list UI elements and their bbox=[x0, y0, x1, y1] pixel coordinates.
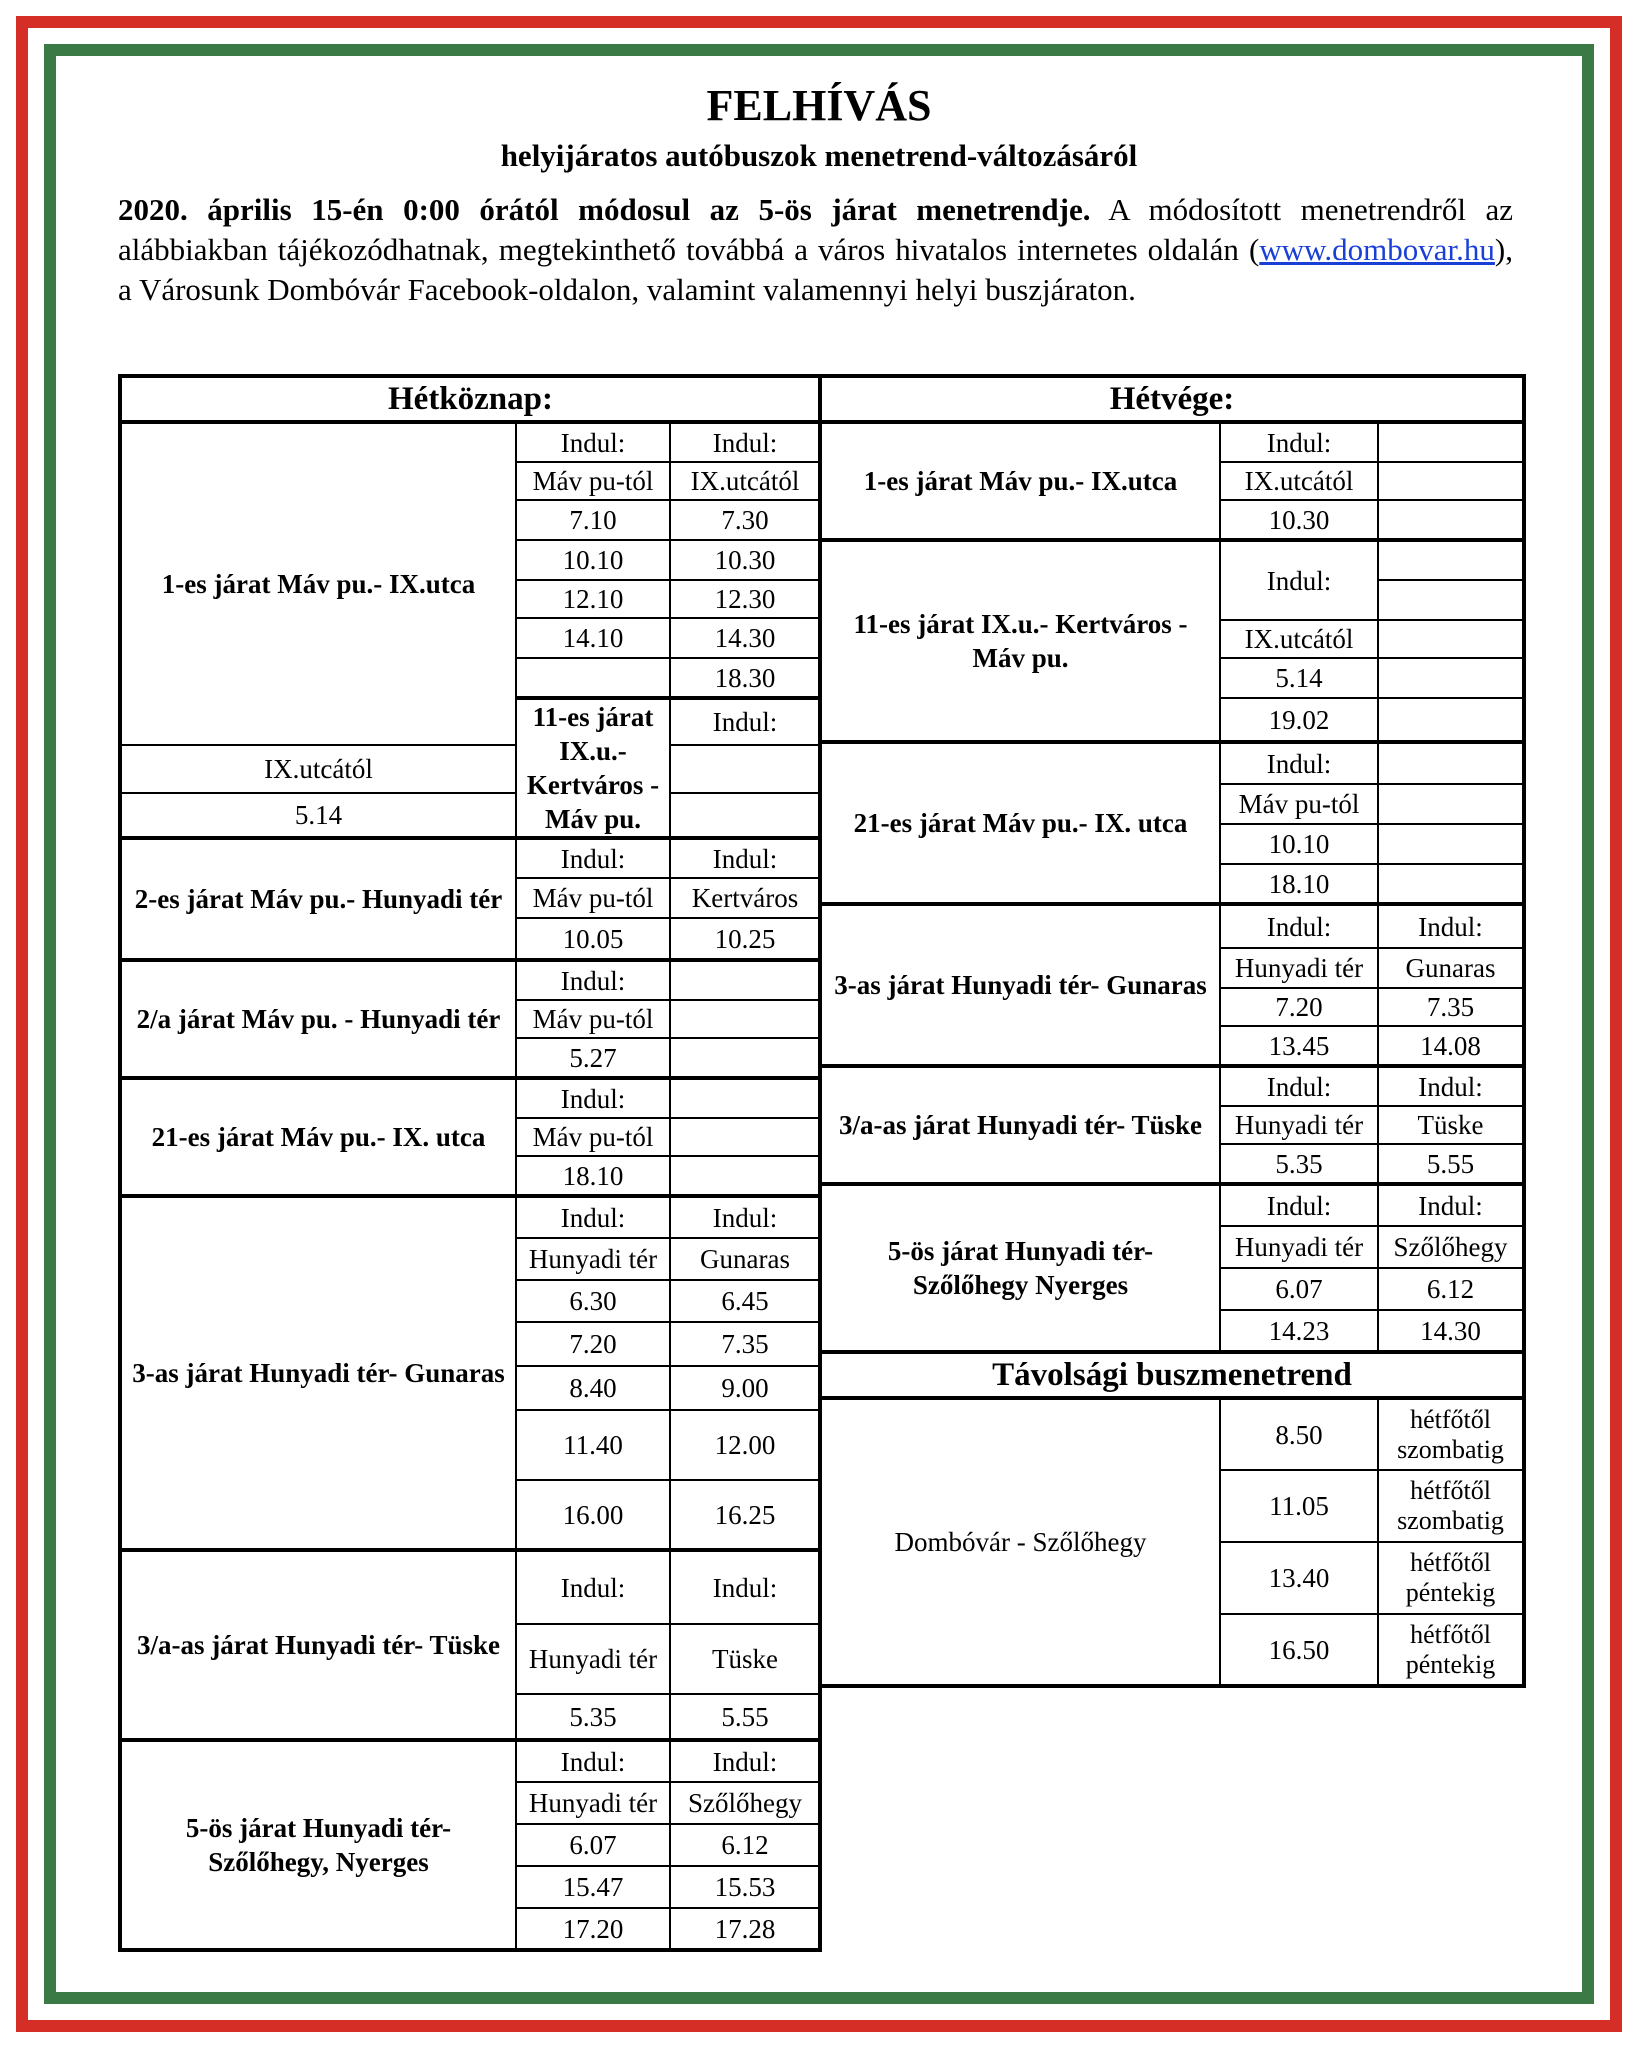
time-cell: 10.30 bbox=[1220, 500, 1378, 540]
indul-label: Indul: bbox=[1220, 540, 1378, 620]
weekday-timetable bbox=[118, 374, 822, 1952]
time-cell: 11.40 bbox=[516, 1410, 670, 1480]
time-cell: 10.05 bbox=[516, 918, 670, 960]
time-cell: 5.14 bbox=[120, 793, 516, 838]
stop-label: Hunyadi tér bbox=[516, 1782, 670, 1824]
weekday-route-21: 21-es járat Máv pu.- IX. utca bbox=[120, 1078, 516, 1196]
time-cell: 18.10 bbox=[1220, 864, 1378, 904]
time-cell: 10.10 bbox=[516, 540, 670, 580]
weekend-route-1: 1-es járat Máv pu.- IX.utca bbox=[820, 422, 1220, 540]
empty-cell bbox=[670, 1038, 820, 1078]
time-cell: 8.40 bbox=[516, 1366, 670, 1410]
time-cell: 6.12 bbox=[1378, 1268, 1524, 1310]
time-cell: 12.00 bbox=[670, 1410, 820, 1480]
indul-label: Indul: bbox=[1378, 1184, 1524, 1226]
stop-label: Kertváros bbox=[670, 878, 820, 918]
weekday-route-2: 2-es járat Máv pu.- Hunyadi tér bbox=[120, 838, 516, 960]
time-cell: 11.05 bbox=[1220, 1470, 1378, 1542]
indul-label: Indul: bbox=[516, 838, 670, 878]
time-cell: 14.08 bbox=[1378, 1026, 1524, 1066]
page-title: FELHÍVÁS bbox=[706, 81, 932, 130]
time-cell: 7.35 bbox=[670, 1322, 820, 1366]
empty-cell bbox=[670, 1118, 820, 1156]
time-cell: 6.07 bbox=[1220, 1268, 1378, 1310]
indul-label: Indul: bbox=[1220, 1184, 1378, 1226]
time-cell: 5.35 bbox=[1220, 1144, 1378, 1184]
time-cell: 5.14 bbox=[1220, 658, 1378, 698]
empty-cell bbox=[1378, 658, 1524, 698]
indul-label: Indul: bbox=[516, 960, 670, 1000]
stop-label: Hunyadi tér bbox=[516, 1624, 670, 1694]
time-cell: 6.07 bbox=[516, 1824, 670, 1866]
time-cell: 6.12 bbox=[670, 1824, 820, 1866]
time-cell: 15.47 bbox=[516, 1866, 670, 1908]
days-cell: hétfőtől péntekig bbox=[1378, 1614, 1524, 1686]
empty-cell bbox=[670, 793, 820, 838]
stop-label: Máv pu-tól bbox=[516, 1000, 670, 1038]
intro-text-1: A módosított menetrendről az alábbiakban tájékozódhatnak, megtekinthető továbbá a város hivatalos internetes oldalán ( bbox=[118, 192, 1513, 267]
empty-cell bbox=[1378, 742, 1524, 784]
empty-cell bbox=[1378, 580, 1524, 620]
stop-label: Máv pu-tól bbox=[516, 1118, 670, 1156]
time-cell: 14.30 bbox=[1378, 1310, 1524, 1352]
time-cell: 6.45 bbox=[670, 1280, 820, 1322]
time-cell: 17.20 bbox=[516, 1908, 670, 1950]
indul-label: Indul: bbox=[670, 838, 820, 878]
stop-label: IX.utcától bbox=[120, 745, 516, 792]
stop-label: Máv pu-tól bbox=[1220, 784, 1378, 824]
weekday-route-2a: 2/a járat Máv pu. - Hunyadi tér bbox=[120, 960, 516, 1078]
intro-bold: 2020. április 15-én 0:00 órától módosul az 5-ös járat menetrendje. bbox=[118, 192, 1091, 227]
time-cell: 5.35 bbox=[516, 1694, 670, 1740]
weekday-route-1: 1-es járat Máv pu.- IX.utca bbox=[120, 422, 516, 745]
empty-cell bbox=[670, 960, 820, 1000]
indul-label: Indul: bbox=[1220, 742, 1378, 784]
time-cell: 17.28 bbox=[670, 1908, 820, 1950]
time-cell: 7.10 bbox=[516, 500, 670, 540]
time-cell: 5.55 bbox=[1378, 1144, 1524, 1184]
stop-label: Máv pu-tól bbox=[516, 462, 670, 500]
time-cell: 6.30 bbox=[516, 1280, 670, 1322]
weekend-route-3a: 3/a-as járat Hunyadi tér- Tüske bbox=[820, 1066, 1220, 1184]
indul-label: Indul: bbox=[670, 1196, 820, 1238]
stop-label: Hunyadi tér bbox=[1220, 1226, 1378, 1268]
days-cell: hétfőtől szombatig bbox=[1378, 1470, 1524, 1542]
time-cell: 16.00 bbox=[516, 1480, 670, 1550]
empty-cell bbox=[1378, 864, 1524, 904]
time-cell: 14.10 bbox=[516, 618, 670, 658]
weekend-header: Hétvége: bbox=[820, 376, 1524, 422]
indul-label: Indul: bbox=[670, 1740, 820, 1782]
weekday-route-11: 11-es járat IX.u.- Kertváros - Máv pu. bbox=[516, 698, 670, 838]
weekend-route-5: 5-ös járat Hunyadi tér- Szőlőhegy Nyerges bbox=[820, 1184, 1220, 1352]
weekend-route-11: 11-es járat IX.u.- Kertváros - Máv pu. bbox=[820, 540, 1220, 742]
time-cell: 12.10 bbox=[516, 580, 670, 618]
indul-label: Indul: bbox=[1220, 422, 1378, 462]
empty-cell bbox=[670, 1000, 820, 1038]
time-cell: 7.20 bbox=[516, 1322, 670, 1366]
page-subtitle: helyijáratos autóbuszok menetrend-változásáról bbox=[500, 138, 1138, 173]
time-cell: 18.30 bbox=[670, 658, 820, 698]
indul-label: Indul: bbox=[516, 1740, 670, 1782]
stop-label: Hunyadi tér bbox=[1220, 948, 1378, 988]
time-cell: 7.35 bbox=[1378, 988, 1524, 1026]
time-cell: 18.10 bbox=[516, 1156, 670, 1196]
indul-label: Indul: bbox=[670, 1550, 820, 1624]
website-link[interactable]: www.dombovar.hu bbox=[1259, 232, 1495, 267]
empty-cell bbox=[670, 1156, 820, 1196]
stop-label: Gunaras bbox=[1378, 948, 1524, 988]
empty-cell bbox=[1378, 422, 1524, 462]
empty-cell bbox=[1378, 620, 1524, 658]
empty-cell bbox=[670, 745, 820, 792]
stop-label: Szőlőhegy bbox=[670, 1782, 820, 1824]
stop-label: Máv pu-tól bbox=[516, 878, 670, 918]
time-cell: 10.30 bbox=[670, 540, 820, 580]
empty-cell bbox=[1378, 784, 1524, 824]
weekday-header: Hétköznap: bbox=[120, 376, 820, 422]
longdistance-route: Dombóvár - Szőlőhegy bbox=[820, 1398, 1220, 1686]
time-cell: 15.53 bbox=[670, 1866, 820, 1908]
stop-label: IX.utcától bbox=[1220, 620, 1378, 658]
weekday-route-5: 5-ös járat Hunyadi tér- Szőlőhegy, Nyerges bbox=[120, 1740, 516, 1950]
time-cell: 16.50 bbox=[1220, 1614, 1378, 1686]
empty-cell bbox=[670, 1078, 820, 1118]
weekend-timetable bbox=[818, 374, 1526, 1688]
time-cell: 5.27 bbox=[516, 1038, 670, 1078]
empty-cell bbox=[1378, 500, 1524, 540]
time-cell: 12.30 bbox=[670, 580, 820, 618]
time-cell: 9.00 bbox=[670, 1366, 820, 1410]
empty-cell bbox=[1378, 540, 1524, 580]
time-cell: 5.55 bbox=[670, 1694, 820, 1740]
time-cell: 19.02 bbox=[1220, 698, 1378, 742]
indul-label: Indul: bbox=[516, 1078, 670, 1118]
time-cell: 7.20 bbox=[1220, 988, 1378, 1026]
stop-label: Hunyadi tér bbox=[1220, 1106, 1378, 1144]
intro-paragraph bbox=[118, 190, 1513, 310]
time-cell: 8.50 bbox=[1220, 1398, 1378, 1470]
stop-label: Gunaras bbox=[670, 1238, 820, 1280]
time-cell: 13.40 bbox=[1220, 1542, 1378, 1614]
indul-label: Indul: bbox=[1378, 1066, 1524, 1106]
indul-label: Indul: bbox=[516, 422, 670, 462]
time-cell: 14.30 bbox=[670, 618, 820, 658]
stop-label: Tüske bbox=[670, 1624, 820, 1694]
longdistance-header: Távolsági buszmenetrend bbox=[820, 1352, 1524, 1398]
time-cell bbox=[516, 658, 670, 698]
days-cell: hétfőtől szombatig bbox=[1378, 1398, 1524, 1470]
time-cell: 7.30 bbox=[670, 500, 820, 540]
weekday-route-3a: 3/a-as járat Hunyadi tér- Tüske bbox=[120, 1550, 516, 1740]
weekday-route-3: 3-as járat Hunyadi tér- Gunaras bbox=[120, 1196, 516, 1550]
indul-label: Indul: bbox=[1220, 904, 1378, 948]
time-cell: 10.10 bbox=[1220, 824, 1378, 864]
weekend-route-21: 21-es járat Máv pu.- IX. utca bbox=[820, 742, 1220, 904]
indul-label: Indul: bbox=[1220, 1066, 1378, 1106]
indul-label: Indul: bbox=[1378, 904, 1524, 948]
empty-cell bbox=[1378, 462, 1524, 500]
stop-label: Szőlőhegy bbox=[1378, 1226, 1524, 1268]
indul-label: Indul: bbox=[516, 1196, 670, 1238]
empty-cell bbox=[1378, 698, 1524, 742]
time-cell: 13.45 bbox=[1220, 1026, 1378, 1066]
time-cell: 10.25 bbox=[670, 918, 820, 960]
weekend-route-3: 3-as járat Hunyadi tér- Gunaras bbox=[820, 904, 1220, 1066]
empty-cell bbox=[1378, 824, 1524, 864]
stop-label: Hunyadi tér bbox=[516, 1238, 670, 1280]
stop-label: IX.utcától bbox=[670, 462, 820, 500]
indul-label: Indul: bbox=[670, 698, 820, 745]
intro-text-2: ), a Városunk Dombóvár Facebook-oldalon, valamint valamennyi helyi buszjáraton. bbox=[118, 232, 1513, 307]
days-cell: hétfőtől péntekig bbox=[1378, 1542, 1524, 1614]
indul-label: Indul: bbox=[516, 1550, 670, 1624]
time-cell: 14.23 bbox=[1220, 1310, 1378, 1352]
indul-label: Indul: bbox=[670, 422, 820, 462]
stop-label: IX.utcától bbox=[1220, 462, 1378, 500]
time-cell: 16.25 bbox=[670, 1480, 820, 1550]
stop-label: Tüske bbox=[1378, 1106, 1524, 1144]
